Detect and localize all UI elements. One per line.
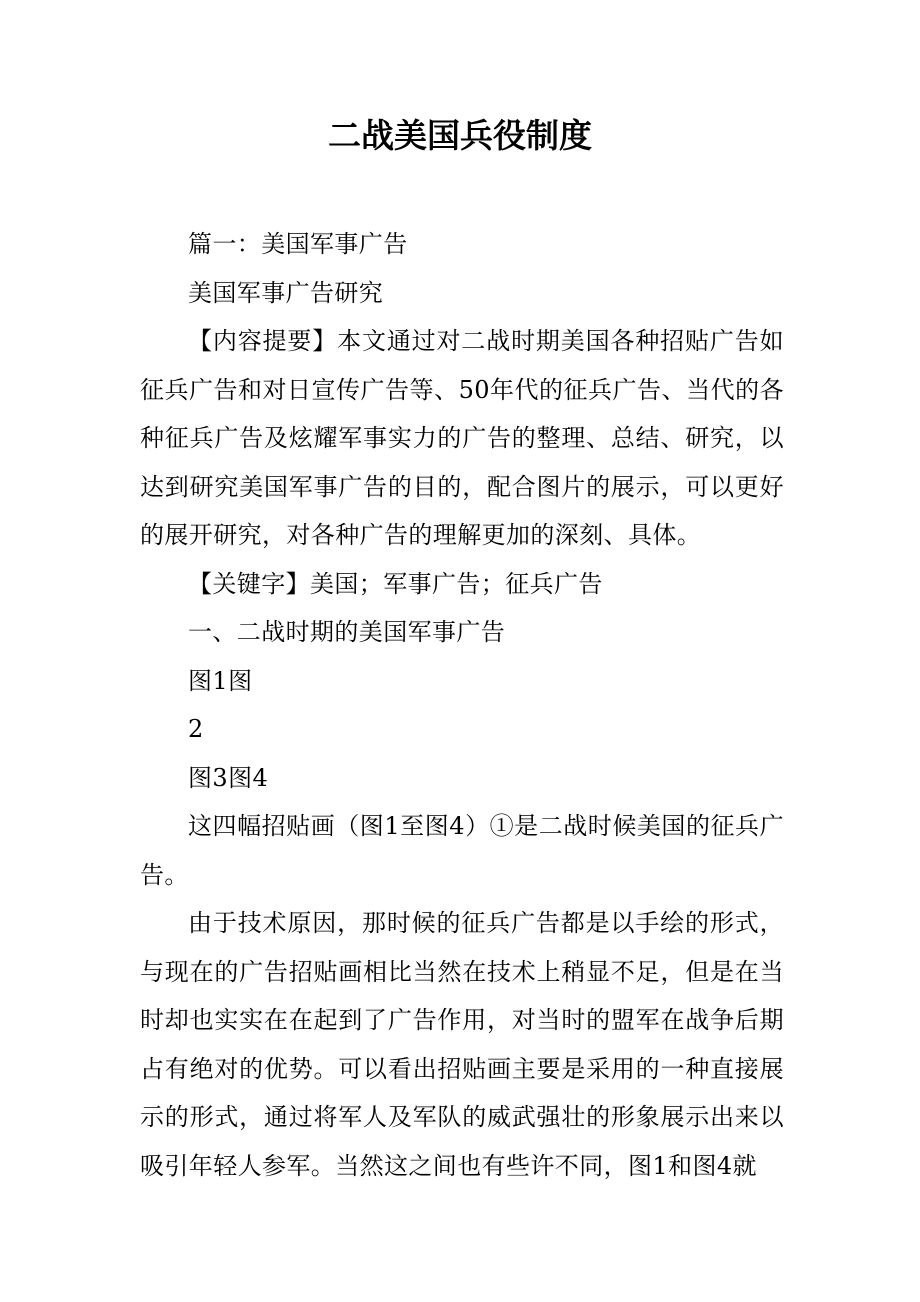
paragraph-article-title: 美国军事广告研究	[188, 278, 384, 307]
paragraph-subheading: 一、二战时期的美国军事广告	[188, 618, 506, 646]
document-title: 二战美国兵役制度	[328, 116, 592, 155]
paragraph-figures-intro: 这四幅招贴画（图1至图4）①是二战时候美国的征兵广告。	[140, 812, 784, 889]
paragraph-abstract: 【内容提要】本文通过对二战时期美国各种招贴广告如征兵广告和对日宣传广告等、50年代的征兵广告、当代的各种征兵广告及炫耀军事实力的广告的整理、总结、研究，以达到研究美国军事广告的目的，配合图片的展示，可以更好的展开研究，对各种广告的理解更加的深刻、具体。	[140, 327, 784, 549]
paragraph-figure-caption-1: 图1图	[188, 666, 253, 695]
paragraph-section-heading: 篇一：美国军事广告	[188, 230, 408, 258]
paragraph-body: 由于技术原因，那时候的征兵广告都是以手绘的形式，与现在的广告招贴画相比当然在技术上稍显不足，但是在当时却也实实在在起到了广告作用，对当时的盟军在战争后期占有绝对的优势。可以看出招贴画主要是采用的一种直接展示的形式，通过将军人及军队的威武强壮的形象展示出来以吸引年轻人参军。当然这之间也有些许不同，图1和图4就	[140, 909, 784, 1180]
paragraph-keywords: 【关键字】美国；军事广告；征兵广告	[188, 569, 603, 598]
document-body	[140, 220, 784, 1190]
paragraph-figure-caption-3: 图3图4	[188, 763, 269, 792]
paragraph-figure-caption-2: 2	[188, 715, 204, 743]
